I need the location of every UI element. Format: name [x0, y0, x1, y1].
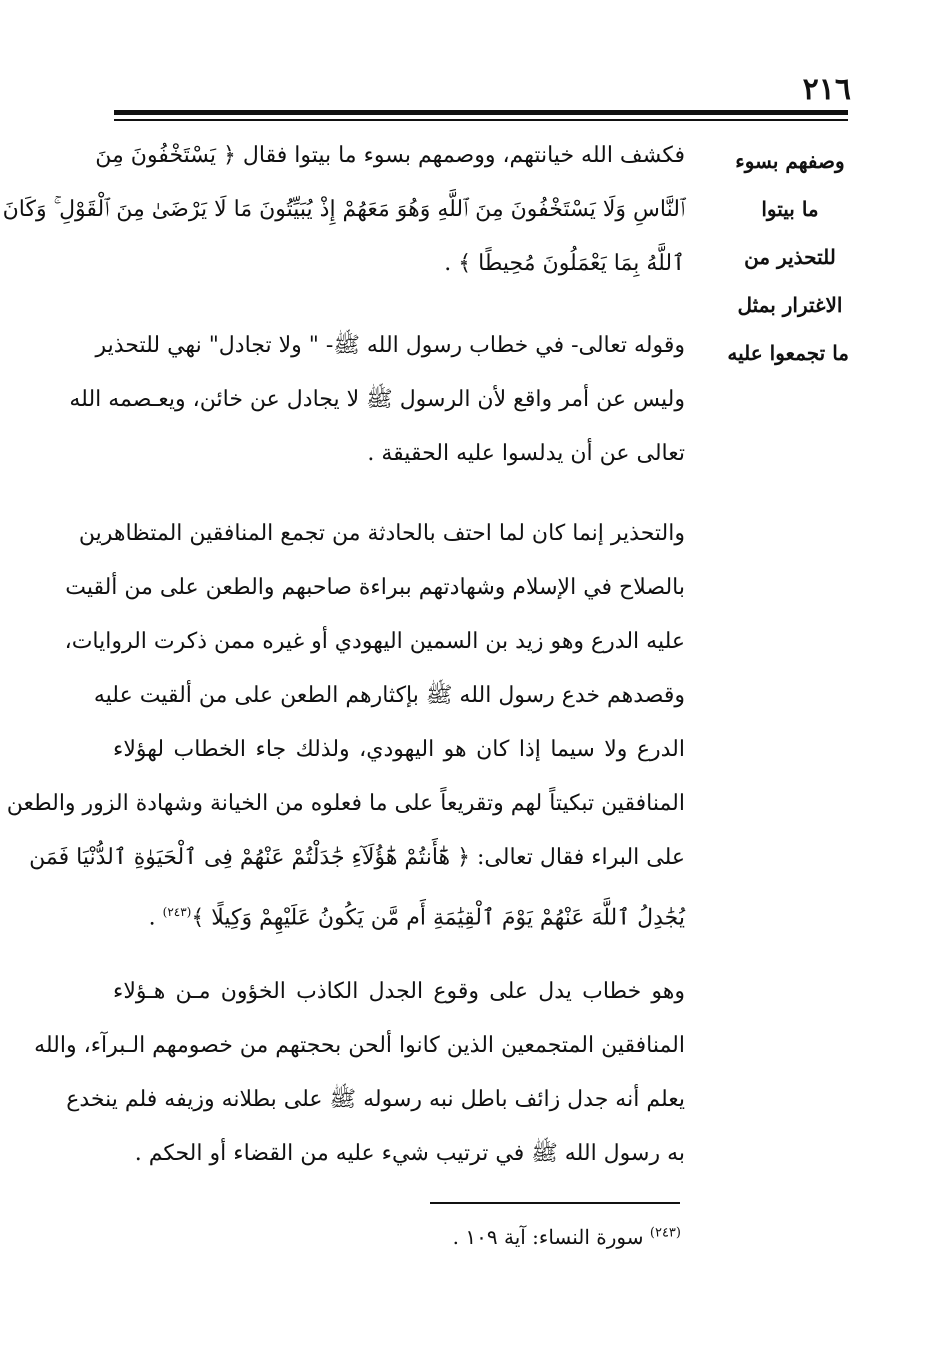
text-line: تعالى عن أن يدلسوا عليه الحقيقة . [367, 441, 685, 466]
margin-note-line: ما بيتوا [761, 197, 819, 221]
body-text [2, 129, 685, 1181]
text-line: الدرع ولا سيما إذا كان هو اليهودي، ولذلك جاء الخطاب لهؤلاء [113, 737, 685, 762]
text-line: بالصلاح في الإسلام وشهادتهم ببراءة صاحبهم والطعن على من ألقيت [65, 575, 685, 600]
paragraph [2, 129, 685, 291]
text-line: وقوله تعالى- في خطاب رسول الله ﷺ- " ولا تجادل" نهي للتحذير [95, 333, 685, 358]
text-line: عليه الدرع وهو زيد بن السمين اليهودي أو غيره ممن ذكرت الروايات، [64, 629, 685, 654]
text-line: يعلم أنه جدل زائف باطل نبه رسوله ﷺ على بطلانه وزيفه فلم ينخدع [66, 1087, 685, 1112]
text-line: وهو خطاب يدل على وقوع الجدل الكاذب الخؤون مـن هـؤلاء [113, 979, 685, 1004]
text-line: والتحذير إنما كان لما احتف بالحادثة من تجمع المنافقين المتظاهرين [78, 521, 685, 546]
text-line: المنافقين تبكيتاً لهم وتقريعاً على ما فعلوه من الخيانة وشهادة الزور والطعن [6, 791, 685, 816]
text-line: وليس عن أمر واقع لأن الرسول ﷺ لا يجادل عن خائن، ويعـصمه الله [69, 387, 685, 412]
margin-note [727, 137, 849, 377]
margin-note-line: الاغترار بمثل [737, 293, 843, 317]
footnote [453, 1225, 681, 1249]
paragraph [69, 319, 685, 481]
text-line: ٱللَّهُ بِمَا يَعْمَلُونَ مُحِيطًا ﴾ . [444, 251, 685, 276]
margin-note-line: وصفهم بسوء [735, 149, 845, 173]
footnote-ref: (٢٤٣) [162, 905, 192, 919]
text-line: فكشف الله خيانتهم، ووصمهم بسوء ما بيتوا فقال ﴿ يَسْتَخْفُونَ مِنَ [95, 143, 685, 168]
text-line: به رسول الله ﷺ في ترتيب شيء عليه من القضاء أو الحكم . [134, 1141, 685, 1166]
text-line: وقصدهم خدع رسول الله ﷺ بإكثارهم الطعن على من ألقيت عليه [93, 683, 685, 708]
footnote-rule [430, 1202, 680, 1204]
paragraph [6, 507, 685, 939]
footnote-text: سورة النساء: آية ١٠٩ . [452, 1225, 644, 1249]
text-line: يُجَٰدِلُ ٱللَّهَ عَنْهُمْ يَوْمَ ٱلْقِيَٰمَةِ أَم مَّن يَكُونُ عَلَيْهِمْ وَكِيلًا ﴾$^{(٢٤٣)}$ . [148, 905, 685, 931]
text-line: المنافقين المتجمعين الذين كانوا ألحن بحجتهم من خصومهم الـبرآء، والله [34, 1033, 685, 1058]
footnote-marker: (٢٤٣) [649, 1225, 681, 1241]
margin-note-line: للتحذير من [744, 245, 836, 269]
page-number: ٢١٦ [802, 72, 851, 107]
margin-note-line: ما تجمعوا عليه [727, 341, 849, 365]
header-rule [114, 110, 848, 115]
header-rule-thin [114, 119, 848, 121]
paragraph [34, 965, 685, 1181]
verse-text: يُجَٰدِلُ ٱللَّهَ عَنْهُمْ يَوْمَ ٱلْقِيَٰمَةِ أَم مَّن يَكُونُ عَلَيْهِمْ وَكِيلًا ﴾ [191, 905, 685, 931]
text-line: على البراء فقال تعالى: ﴿ هَٰٓأَنتُمْ هَٰٓؤُلَآءِ جَٰدَلْتُمْ عَنْهُمْ فِى ٱلْحَيَوٰةِ ٱلدُّنْيَا فَمَن [29, 845, 685, 870]
text-line: ٱلنَّاسِ وَلَا يَسْتَخْفُونَ مِنَ ٱللَّهِ وَهُوَ مَعَهُمْ إِذْ يُبَيِّتُونَ مَا لَا يَرْضَىٰ مِنَ ٱلْقَوْلِ ۚ وَكَانَ [2, 197, 685, 222]
